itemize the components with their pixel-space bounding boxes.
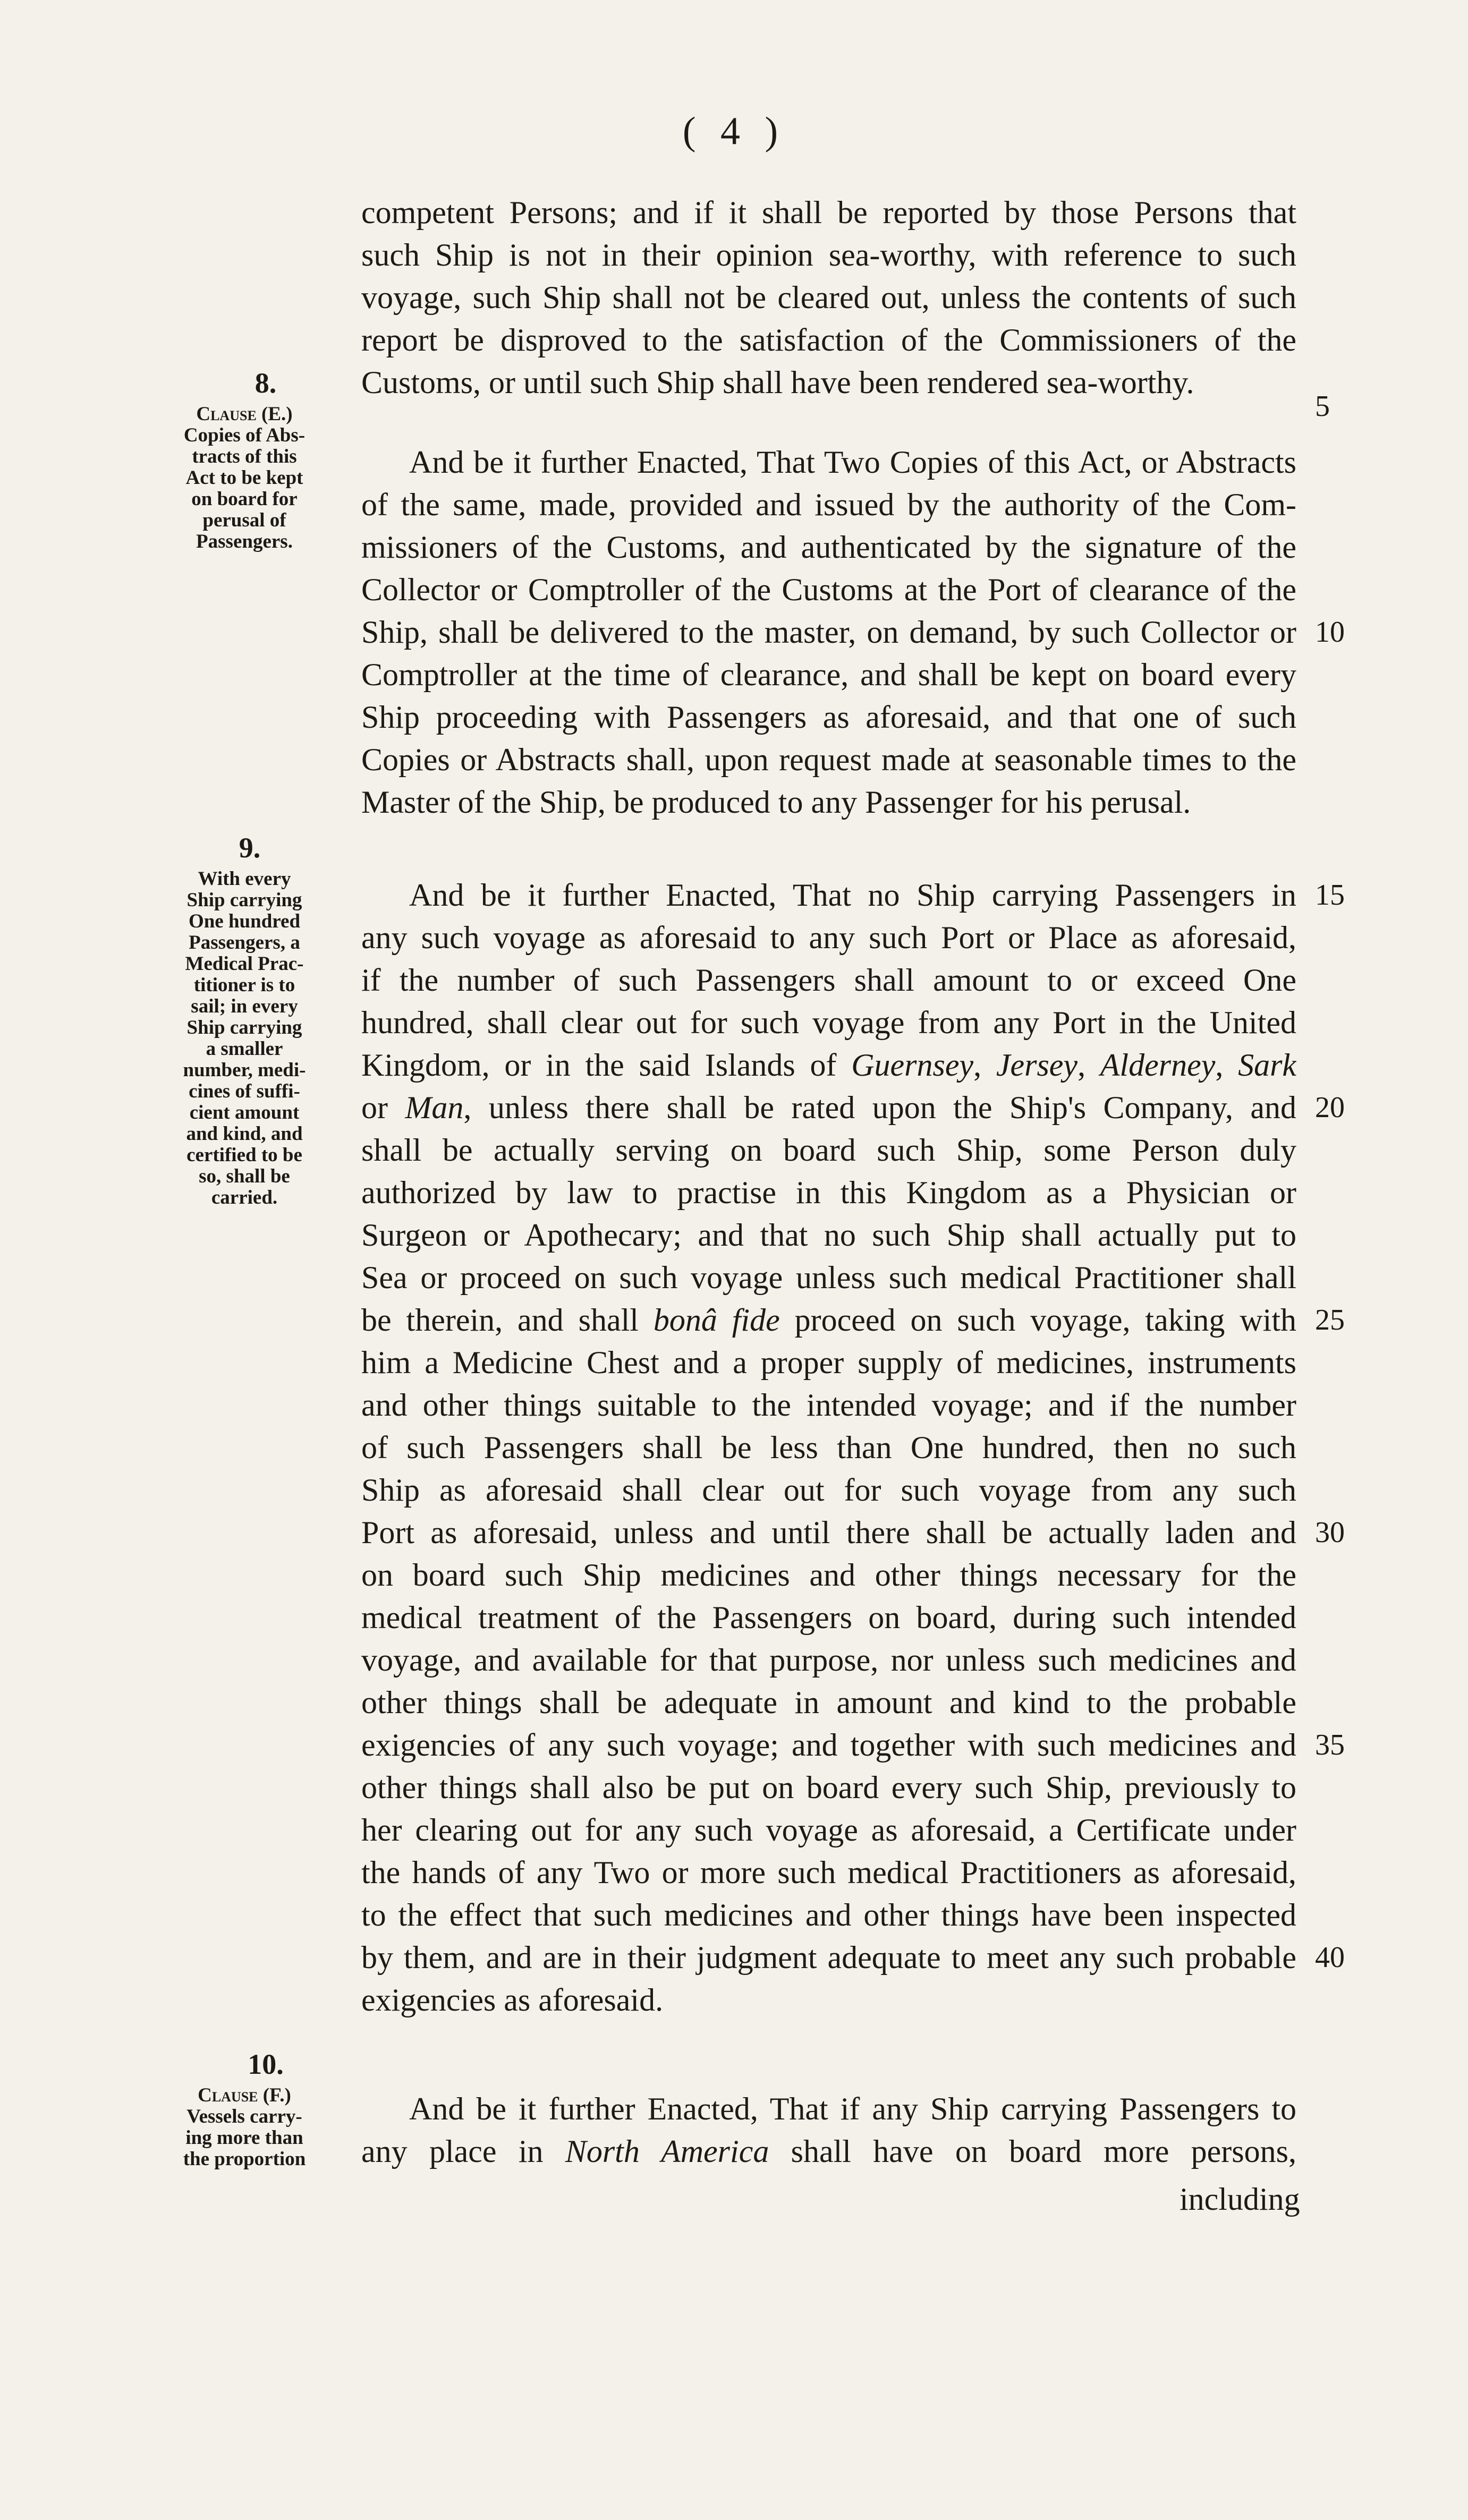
text-line: her clearing out for any such voyage as aforesaid, a Certificate under — [361, 1812, 1296, 1848]
text-line: him a Medicine Chest and a proper supply of medicines, instruments — [361, 1345, 1296, 1380]
text-line: report be disproved to the satisfaction of the Commissioners of the — [361, 322, 1296, 357]
text-line: voyage, such Ship shall not be cleared out, unless the contents of such — [361, 280, 1296, 315]
text-line: voyage, and available for that purpose, nor unless such medicines and — [361, 1642, 1296, 1678]
margin-note-line: certified to be — [186, 1144, 302, 1166]
text-line: Copies or Abstracts shall, upon request made at seasonable times to the — [361, 742, 1296, 777]
margin-note-line: tracts of this — [192, 446, 297, 467]
text-line: hundred, shall clear out for such voyage from any Port in the United — [361, 1005, 1296, 1040]
line-number: 20 — [1315, 1091, 1345, 1124]
text-line: other things shall also be put on board every such Ship, previously to — [361, 1770, 1296, 1805]
text-line: missioners of the Customs, and authenticated by the signature of the — [361, 530, 1296, 565]
text-line: Comptroller at the time of clearance, and shall be kept on board every — [361, 657, 1296, 692]
text-line: authorized by law to practise in this Kingdom as a Physician or — [361, 1175, 1296, 1210]
text-line: by them, and are in their judgment adequate to meet any such probable — [361, 1940, 1296, 1975]
text-line: Sea or proceed on such voyage unless such medical Practitioner shall — [361, 1260, 1296, 1295]
paragraph-continued — [361, 191, 1296, 404]
text-line: or Man, unless there shall be rated upon the Ship's Company, and — [361, 1090, 1296, 1125]
text-line: Ship as aforesaid shall clear out for such voyage from any such — [361, 1472, 1296, 1508]
margin-note-line: Copies of Abs- — [183, 424, 306, 446]
margin-note-line: a smaller — [206, 1038, 283, 1060]
margin-note-line: Passengers. — [196, 531, 293, 552]
margin-note-line: Ship carrying — [186, 1017, 302, 1038]
margin-note-line: Medical Prac- — [185, 953, 304, 975]
line-number: 10 — [1315, 616, 1345, 649]
section-number: 8. — [254, 367, 277, 399]
text-line: of such Passengers shall be less than One hundred, then no such — [361, 1430, 1296, 1465]
text-line: any such voyage as aforesaid to any such Port or Place as aforesaid, — [361, 920, 1296, 955]
margin-note-line: One hundred — [188, 910, 301, 932]
text-line: And be it further Enacted, That no Ship carrying Passengers in — [409, 878, 1296, 913]
margin-note-line: on board for — [191, 488, 298, 510]
margin-note-line: Vessels carry- — [186, 2106, 302, 2127]
text-line: exigencies of any such voyage; and together with such medicines and — [361, 1727, 1296, 1763]
text-line: And be it further Enacted, That if any Ship carrying Passengers to — [409, 2091, 1296, 2126]
text-line: on board such Ship medicines and other things necessary for the — [361, 1557, 1296, 1593]
text-line: shall be actually serving on board such Ship, some Person duly — [361, 1133, 1296, 1168]
margin-note-line: perusal of — [202, 509, 286, 531]
text-line: medical treatment of the Passengers on board, during such intended — [361, 1600, 1296, 1635]
line-number: 35 — [1315, 1729, 1345, 1761]
margin-note-line: Ship carrying — [186, 889, 302, 911]
text-line: exigencies as aforesaid. — [361, 1982, 664, 2017]
text-line: any place in North America shall have on board more persons, — [361, 2134, 1296, 2169]
text-line: And be it further Enacted, That Two Copies of this Act, or Abstracts — [409, 445, 1296, 480]
section-number: 10. — [248, 2048, 284, 2080]
margin-note-line: and kind, and — [186, 1123, 303, 1145]
margin-note-line: cines of suffi- — [189, 1080, 300, 1102]
margin-note-line: Clause (E.) — [196, 403, 293, 425]
text-line: the hands of any Two or more such medical Practitioners as aforesaid, — [361, 1855, 1296, 1890]
margin-note-line: carried. — [211, 1187, 278, 1208]
margin-note-line: ing more than — [185, 2127, 303, 2149]
text-line: Ship, shall be delivered to the master, on demand, by such Collector or — [361, 615, 1296, 650]
page-number: ( 4 ) — [682, 109, 786, 153]
margin-note-line: number, medi- — [183, 1059, 306, 1081]
text-line: Kingdom, or in the said Islands of Guernsey, Jersey, Alderney, Sark — [361, 1048, 1296, 1083]
margin-note-line: so, shall be — [199, 1165, 290, 1187]
line-number: 5 — [1315, 390, 1330, 423]
line-number: 30 — [1315, 1516, 1345, 1549]
margin-note-section-9 — [159, 869, 329, 1208]
margin-note-line: Act to be kept — [185, 467, 303, 489]
margin-note-line: Clause (F.) — [198, 2084, 291, 2106]
margin-note-line: sail; in every — [191, 995, 298, 1017]
paragraph-section-9 — [361, 874, 1296, 2021]
line-number: 40 — [1315, 1941, 1345, 1974]
text-line: and other things suitable to the intended voyage; and if the number — [361, 1387, 1296, 1423]
text-line: Ship proceeding with Passengers as aforesaid, and that one of such — [361, 700, 1296, 735]
paragraph-section-10 — [361, 2088, 1296, 2173]
margin-note-line: Passengers, a — [189, 932, 300, 953]
text-line: if the number of such Passengers shall amount to or exceed One — [361, 963, 1296, 998]
text-line: Port as aforesaid, unless and until there shall be actually laden and — [361, 1515, 1296, 1550]
margin-note-line: the proportion — [183, 2148, 306, 2170]
text-line: other things shall be adequate in amount and kind to the probable — [361, 1685, 1296, 1720]
margin-note-line: With every — [198, 868, 291, 890]
section-number: 9. — [239, 832, 261, 864]
margin-note-line: titioner is to — [193, 974, 295, 996]
text-line: Collector or Comptroller of the Customs at the Port of clearance of the — [361, 572, 1296, 607]
paragraph-section-8 — [361, 441, 1296, 823]
catchword: including — [1180, 2182, 1300, 2217]
text-line: to the effect that such medicines and other things have been inspected — [361, 1897, 1296, 1932]
text-line: of the same, made, provided and issued by the authority of the Com- — [361, 487, 1296, 522]
margin-note-section-10 — [159, 2085, 329, 2170]
text-line: be therein, and shall bonâ fide proceed on such voyage, taking with — [361, 1302, 1296, 1338]
line-number: 15 — [1315, 879, 1345, 912]
margin-note-section-8 — [159, 404, 329, 552]
margin-note-line: cient amount — [189, 1102, 300, 1123]
text-line: competent Persons; and if it shall be reported by those Persons that — [361, 195, 1296, 230]
text-line: such Ship is not in their opinion sea-worthy, with reference to such — [361, 237, 1296, 273]
line-number: 25 — [1315, 1304, 1345, 1336]
text-line: Customs, or until such Ship shall have been rendered sea-worthy. — [361, 365, 1194, 400]
text-line: Master of the Ship, be produced to any Passenger for his perusal. — [361, 785, 1191, 820]
text-line: Surgeon or Apothecary; and that no such Ship shall actually put to — [361, 1218, 1296, 1253]
